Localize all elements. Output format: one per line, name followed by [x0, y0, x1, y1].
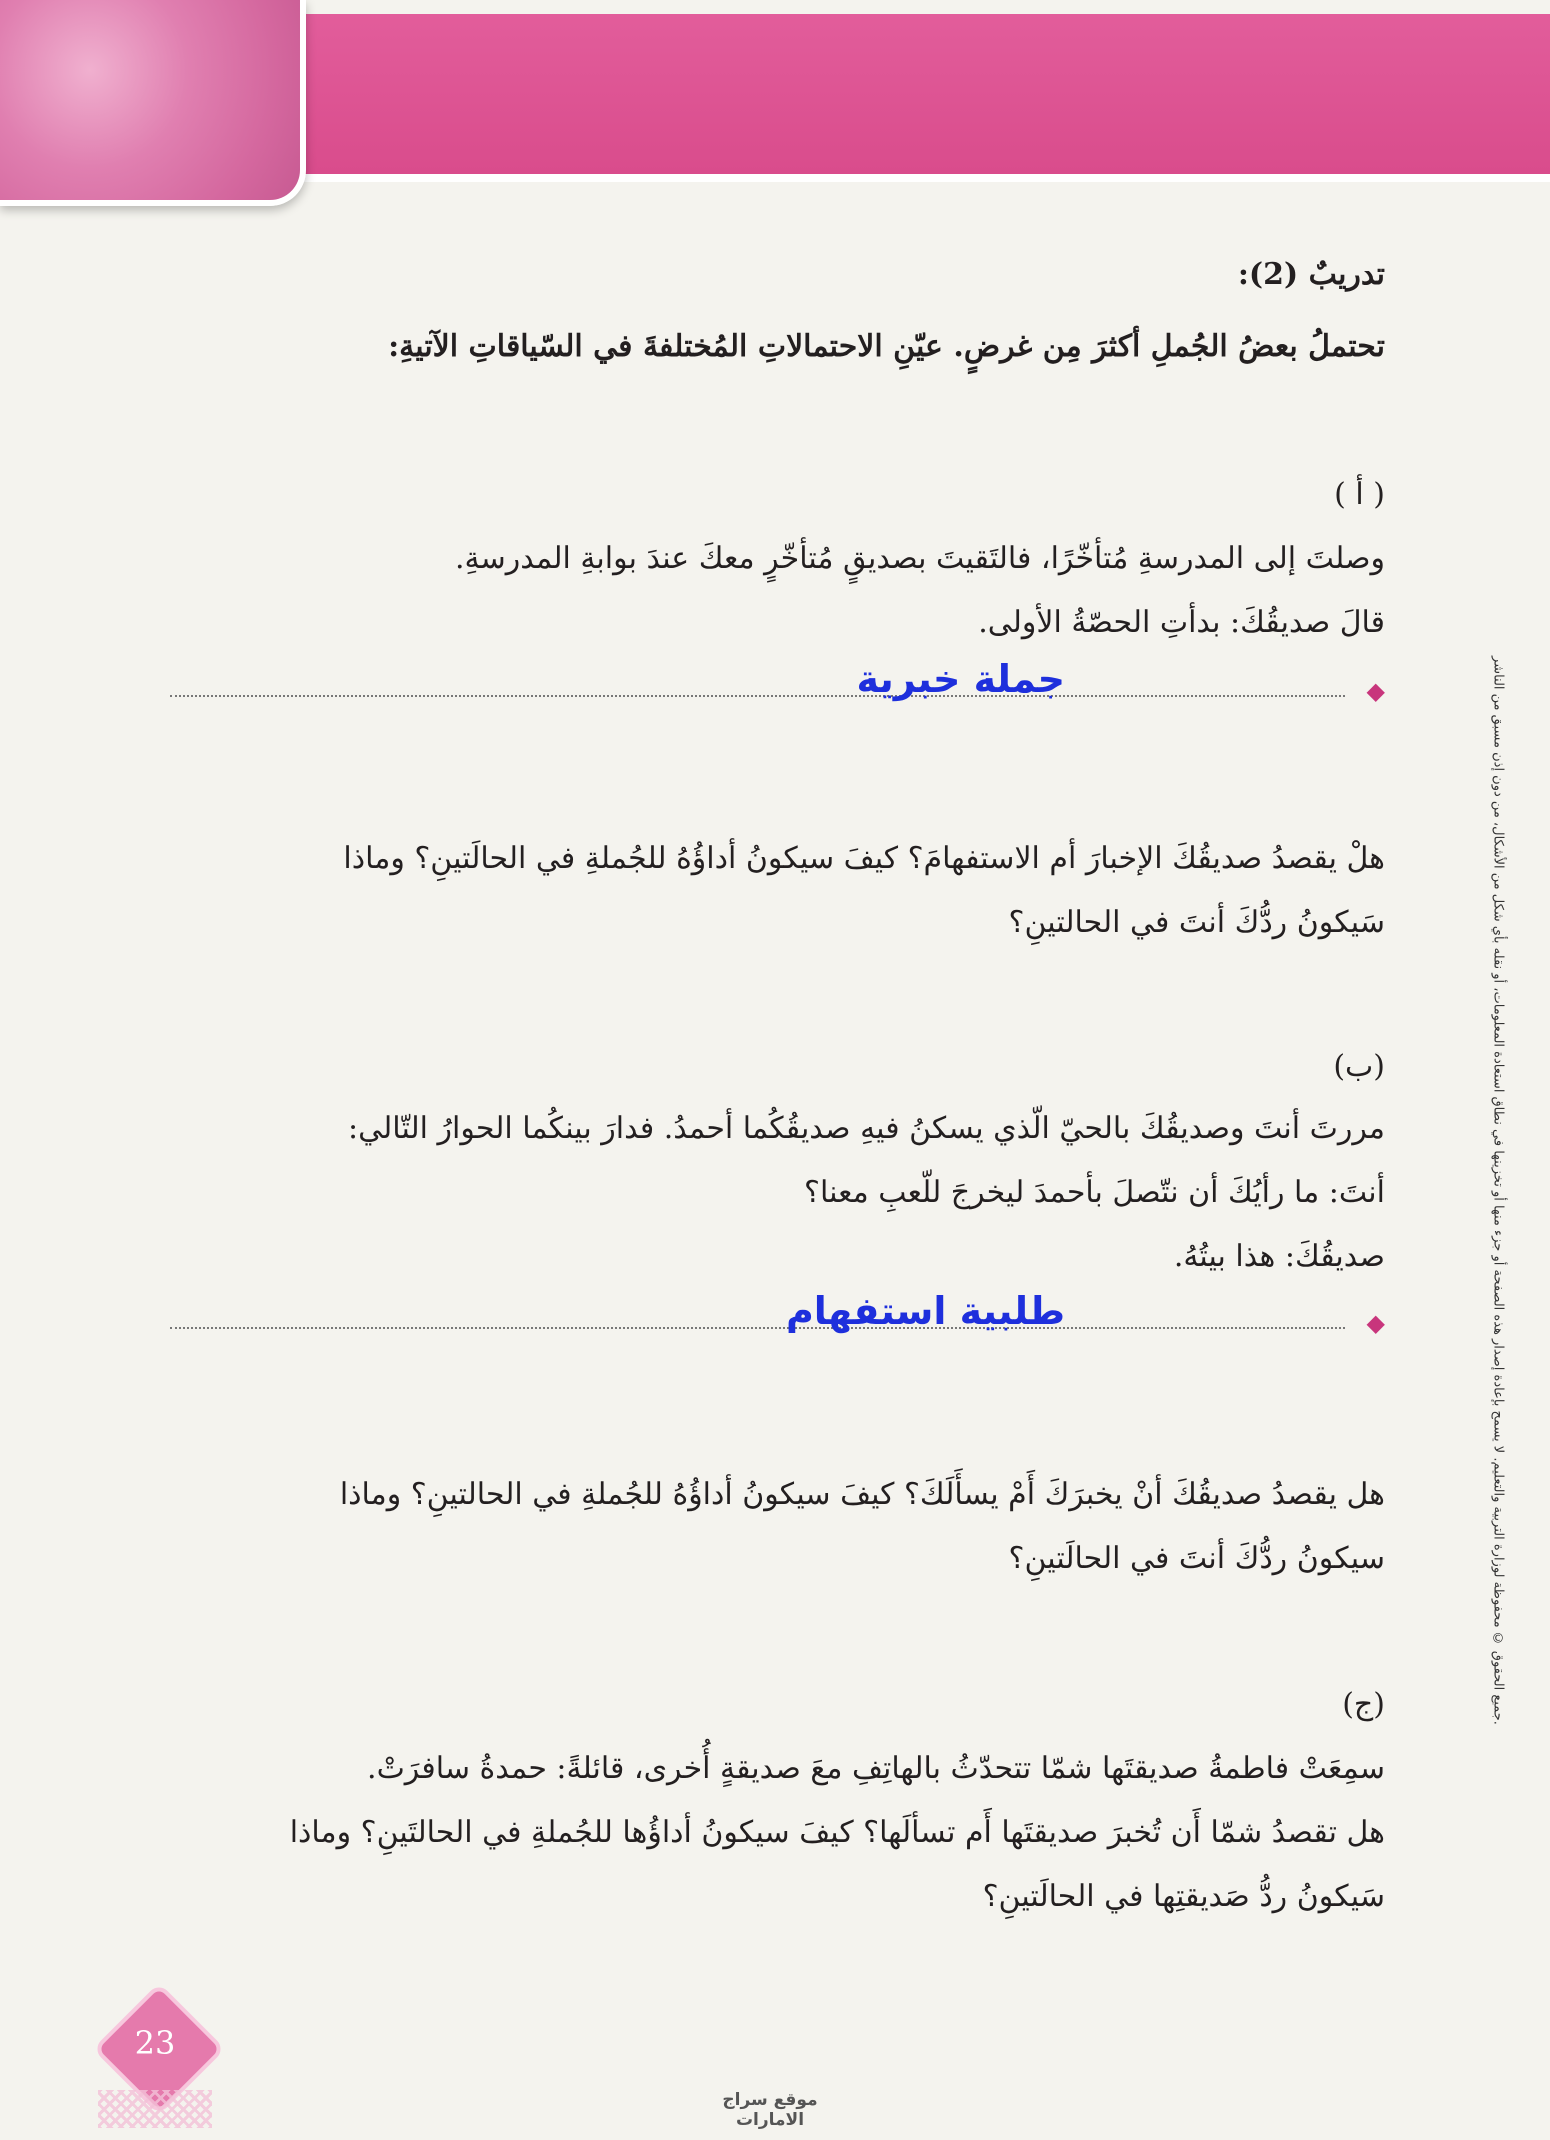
exercise-instruction: تحتملُ بعضُ الجُملِ أكثرَ مِن غرضٍ. عيّنِ الاحتمالاتِ المُختلفةَ في السّياقاتِ الآتيةِ:: [388, 329, 1385, 364]
section-a-answer: جملة خبرية: [856, 657, 1065, 701]
header-divider: [290, 174, 1550, 182]
section-b-answer: طلبية استفهام: [785, 1289, 1065, 1333]
section-b-answer-row[interactable]: [170, 1287, 1385, 1337]
page-number-badge: [90, 1990, 220, 2130]
section-b-label: (ب): [1333, 1049, 1385, 1084]
header-band: [290, 14, 1550, 174]
section-a-answer-row[interactable]: [170, 655, 1385, 705]
page-number-lace-decoration: [98, 2090, 212, 2128]
section-b-question-2: سيكونُ ردُّكَ أنتَ في الحالَتينِ؟: [1008, 1541, 1385, 1576]
bullet-icon: ◆: [1366, 1309, 1385, 1337]
footer-site-name: موقع سراج الامارات: [722, 2090, 818, 2130]
section-c-line-3: سَيكونُ ردُّ صَديقتِها في الحالَتينِ؟: [982, 1879, 1385, 1914]
section-c-label: (ج): [1342, 1687, 1385, 1722]
copyright-notice: [1487, 520, 1509, 1860]
section-a-line-2: قالَ صديقُكَ: بدأتِ الحصّةُ الأولى.: [978, 605, 1385, 640]
section-b-line-3: صديقُكَ: هذا بيتُهُ.: [1173, 1239, 1385, 1274]
section-b-line-1: مررتَ أنتَ وصديقُكَ بالحيّ الّذي يسكنُ فيهِ صديقُكُما أحمدُ. فدارَ بينكُما الحوارُ التّالي:: [348, 1111, 1385, 1146]
copyright-text: جميع الحقوق © محفوظة لوزارة التربية والتعليم. لا يسمح بإعادة إصدار هذه الصفحة أو جزء منها أو تخزينها في نطاق استعادة المعلومات، أو نقله بأي شكل من الأشكال، من دون إذن مسبق من الناشر.: [1490, 655, 1506, 1725]
answer-dotted-line: [170, 1327, 1345, 1329]
header-decorative-tile: [0, 0, 306, 206]
section-a-question-1: هلْ يقصدُ صديقُكَ الإخبارَ أم الاستفهامَ؟ كيفَ سيكونُ أداؤُهُ للجُملةِ في الحالَتينِ؟ وماذا: [343, 841, 1385, 876]
section-a-line-1: وصلتَ إلى المدرسةِ مُتأخّرًا، فالتَقيتَ بصديقٍ مُتأخّرٍ معكَ عندَ بوابةِ المدرسةِ.: [455, 541, 1385, 576]
section-c-line-2: هل تقصدُ شمّا أَن تُخبرَ صديقتَها أَم تسألَها؟ كيفَ سيكونُ أداؤُها للجُملةِ في الحالتَينِ؟ وماذا: [289, 1815, 1385, 1850]
section-b-question-1: هل يقصدُ صديقُكَ أنْ يخبرَكَ أَمْ يسأَلَكَ؟ كيفَ سيكونُ أداؤُهُ للجُملةِ في الحالتينِ؟ وماذا: [339, 1477, 1385, 1512]
bullet-icon: ◆: [1366, 677, 1385, 705]
section-c-line-1: سمِعَتْ فاطمةُ صديقتَها شمّا تتحدّثُ بالهاتِفِ معَ صديقةٍ أُخرى، قائلةً: حمدةُ سافرَتْ.: [367, 1751, 1385, 1786]
section-a-label: ( أ ): [1334, 477, 1385, 512]
section-b-line-2: أنتَ: ما رأيُكَ أن نتّصلَ بأحمدَ ليخرجَ للّعبِ معنا؟: [804, 1175, 1385, 1210]
answer-dotted-line: [170, 695, 1345, 697]
exercise-title: تدريبٌ (2):: [1237, 257, 1385, 292]
section-a-question-2: سَيكونُ ردُّكَ أنتَ في الحالتينِ؟: [1008, 905, 1385, 940]
page-number: 23: [134, 2024, 176, 2062]
